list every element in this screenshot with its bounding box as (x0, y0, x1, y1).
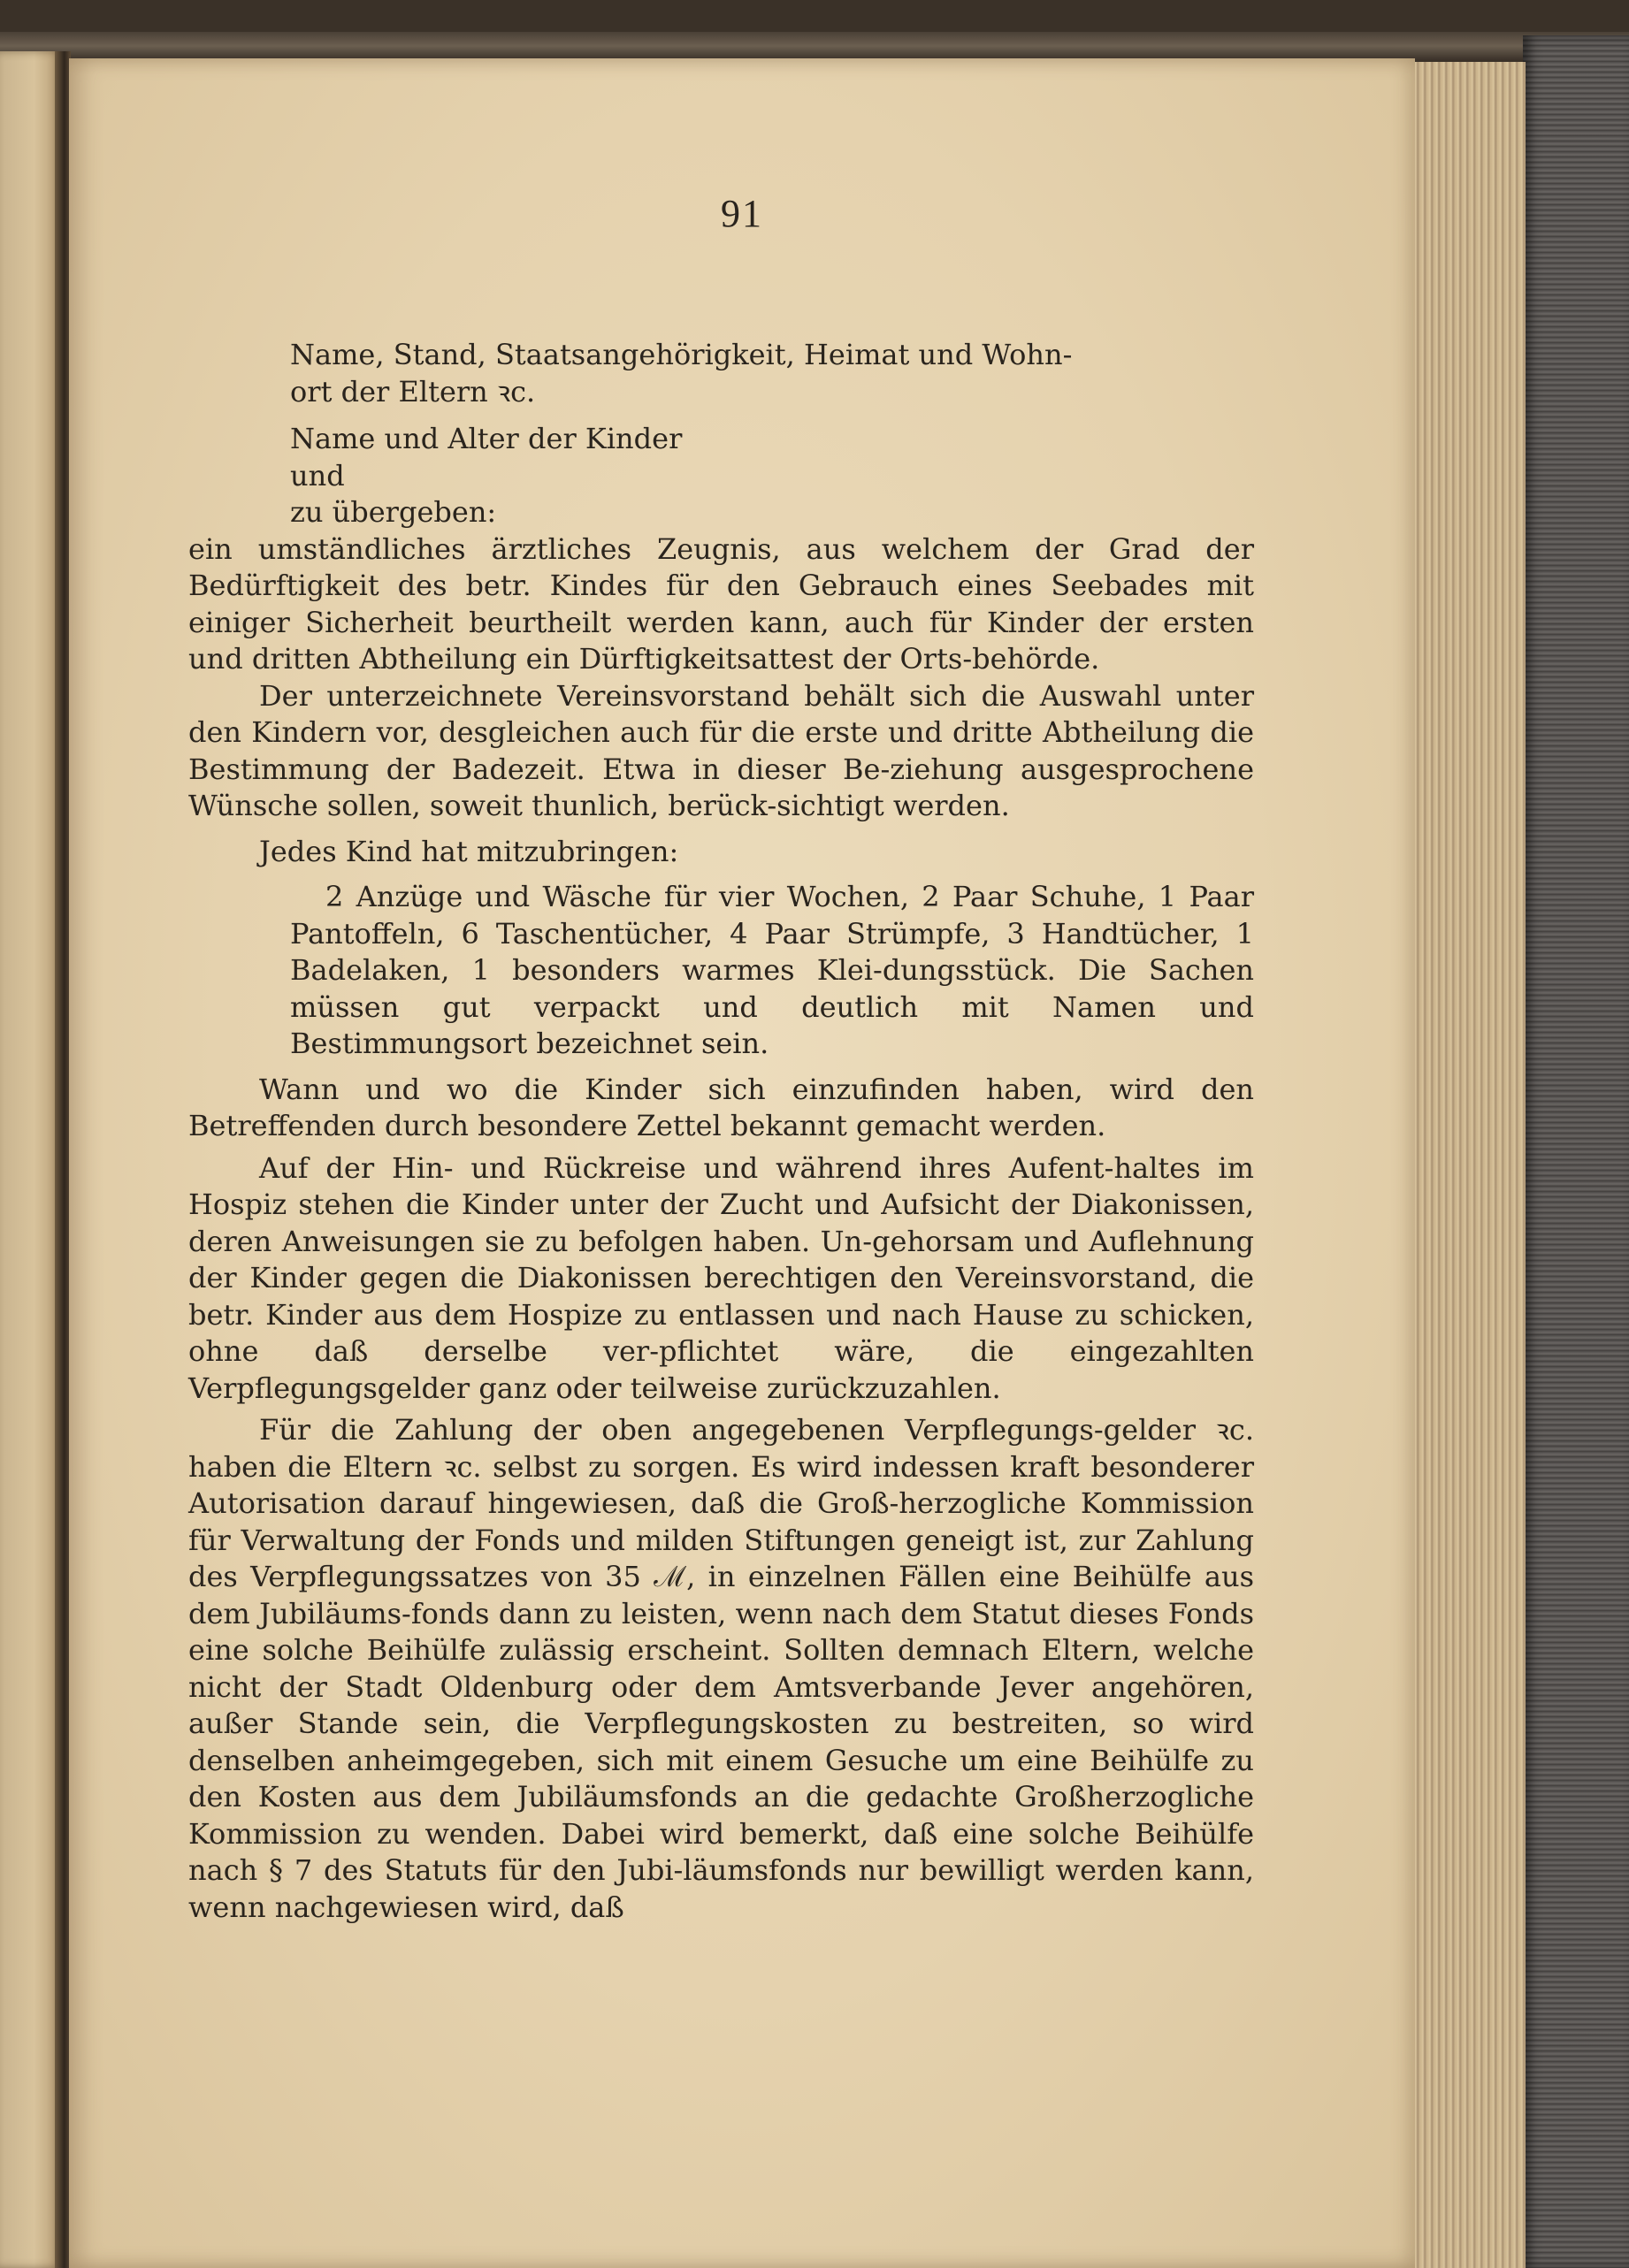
paragraph-zahlung: Für die Zahlung der oben angegebenen Verpflegungs-gelder ꝛc. haben die Eltern ꝛc. selbst zu sorgen. Es wird indessen kraft besonderer Autorisation darauf hingewiesen, daß die Groß-herzogliche Kommission für Verwaltung der Fonds und milden Stiftungen geneigt ist, zur Zahlung des Verpflegungssatzes von 35 ℳ, in einzelnen Fällen eine Beihülfe aus dem Jubiläums-fonds dann zu leisten, wenn nach dem Statut dieses Fonds eine solche Beihülfe zulässig erscheint. Sollten demnach Eltern, welche nicht der Stadt Oldenburg oder dem Amtsverbande Jever angehören, außer Stande sein, die Verpflegungskosten zu bestreiten, so wird denselben anheimgegeben, sich mit einem Gesuche um eine Beihülfe zu den Kosten aus dem Jubiläumsfonds an die gedachte Großherzogliche Kommission zu wenden. Dabei wird bemerkt, daß eine solche Beihülfe nach § 7 des Statuts für den Jubi-läumsfonds nur bewilligt werden kann, wenn nachgewiesen wird, daß (188, 1413, 1254, 1924)
paragraph-einfinden: Wann und wo die Kinder sich einzufinden haben, wird den Betreffenden durch besondere Zettel bekannt gemacht werden. (188, 1072, 1254, 1142)
book-top-edge (0, 32, 1629, 60)
book-cover-board (1523, 35, 1629, 2268)
page-body (188, 337, 1254, 1926)
paragraph-mitzubringen: Jedes Kind hat mitzubringen: (259, 834, 679, 868)
book-page (69, 58, 1415, 2268)
page-edges-stack (1406, 62, 1526, 2268)
page-number: 91 (721, 192, 763, 235)
list-item-text: 2 Anzüge und Wäsche für vier Wochen, 2 Paar Schuhe, 1 Paar Pantoffeln, 6 Taschentücher, 4 Paar Strümpfe, 3 Handtücher, 1 Badelaken, 1 besonders warmes Klei-dungsstück. Die Sachen müssen gut verpackt und deutlich mit Namen und Bestimmungsort bezeichnet sein. (290, 880, 1254, 1060)
left-page-edge (0, 51, 62, 2268)
paragraph-auswahl: Der unterzeichnete Vereinsvorstand behält sich die Auswahl unter den Kindern vor, desgleichen auch für die erste und dritte Abtheilung die Bestimmung der Badezeit. Etwa in dieser Be-ziehung ausgesprochene Wünsche sollen, soweit thunlich, berück-sichtigt werden. (188, 678, 1254, 822)
paragraph-zeugnis: ein umständliches ärztliches Zeugnis, aus welchem der Grad der Bedürftigkeit des betr. Kindes für den Gebrauch eines Seebades mit einiger Sicherheit beurtheilt werden kann, auch für Kinder der ersten und dritten Abtheilung ein Dürftigkeitsattest der Orts-behörde. (188, 531, 1254, 676)
header-line-5: zu übergeben: (290, 495, 497, 529)
header-line-1: Name, Stand, Staatsangehörigkeit, Heimat und Wohn- (290, 338, 1073, 371)
header-line-3: Name und Alter der Kinder (290, 422, 683, 455)
header-line-2: ort der Eltern ꝛc. (290, 374, 536, 409)
paragraph-hospiz: Auf der Hin- und Rückreise und während ihres Aufent-haltes im Hospiz stehen die Kinder unter der Zucht und Aufsicht der Diakonissen, deren Anweisungen sie zu befolgen haben. Un-gehorsam und Auflehnung der Kinder gegen die Diakonissen berechtigen den Vereinsvorstand, die betr. Kinder aus dem Hospize zu entlassen und nach Hause zu schicken, ohne daß derselbe ver-pflichtet wäre, die eingezahlten Verpflegungsgelder ganz oder teilweise zurückzuzahlen. (188, 1150, 1254, 1405)
list-item-belongings (188, 879, 1254, 1063)
header-line-4: und (290, 458, 345, 493)
